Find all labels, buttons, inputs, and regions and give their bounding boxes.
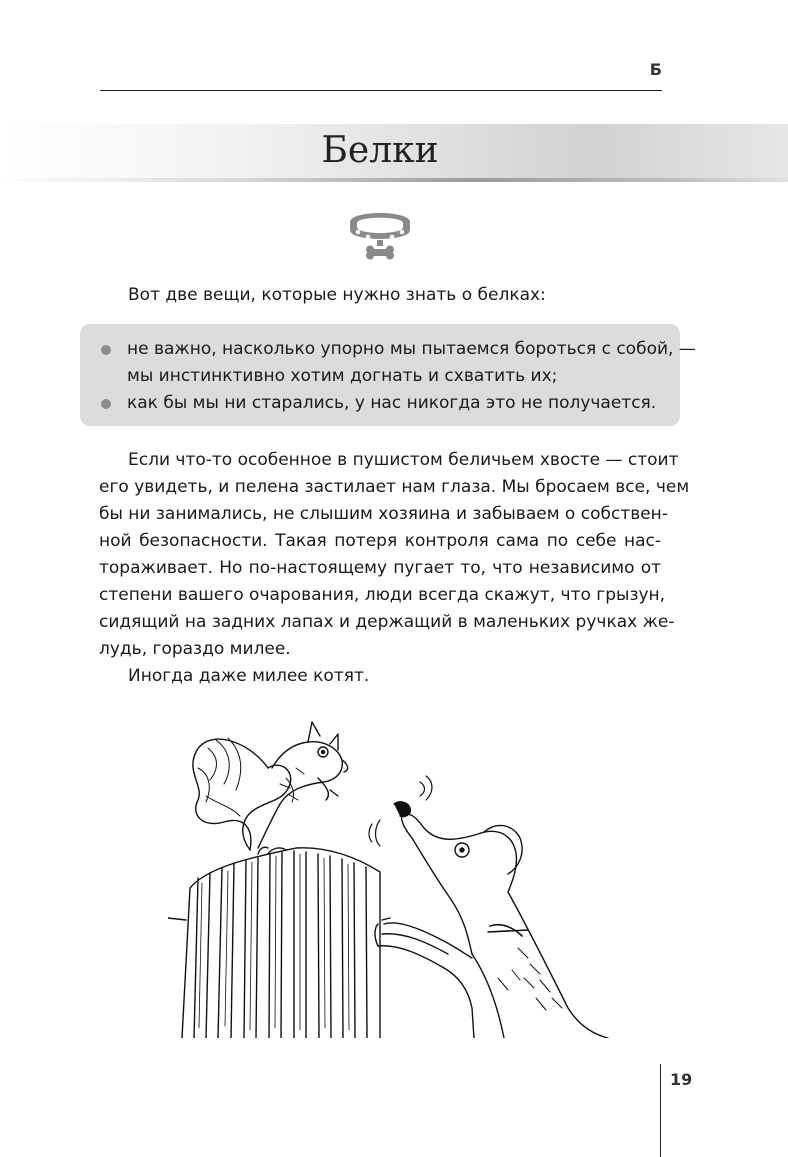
title-underline: [0, 178, 788, 182]
paragraph-line: бы ни занимались, не слышим хозяина и забываем о собствен-: [99, 504, 668, 524]
body-paragraph: [99, 447, 690, 663]
page-number: 19: [670, 1070, 693, 1089]
fence-post-icon: [168, 848, 380, 1038]
squirrel-icon: [193, 722, 348, 854]
paragraph-line: Если что-то особенное в пушистом беличьем хвосте — стоит: [128, 450, 679, 470]
running-header-letter: Б: [649, 60, 662, 79]
paragraph-line: ной безопасности. Такая потеря контроля сама по себе нас-: [99, 531, 661, 551]
chapter-title: Белки: [321, 130, 439, 171]
bullet-line: не важно, насколько упорно мы пытаемся бороться с собой, —: [127, 339, 696, 359]
bullet-line: как бы мы ни старались, у нас никогда это не получается.: [127, 393, 657, 413]
paragraph-line: тораживает. Но по-настоящему пугает то, что независимо от: [99, 558, 661, 578]
bullet-line: мы инстинктивно хотим догнать и схватить их;: [127, 366, 558, 386]
bullet-dot-icon: [101, 345, 111, 355]
squirrel-and-dog-illustration: [168, 708, 614, 1038]
paragraph-line: лудь, гораздо милее.: [99, 639, 291, 659]
footer-rule: [660, 1064, 661, 1157]
bullet-dot-icon: [101, 399, 111, 409]
paragraph-line: его увидеть, и пелена застилает нам глаза. Мы бросаем все, чем: [99, 477, 690, 497]
dog-icon: [375, 802, 608, 1038]
bullet-item-1: [127, 336, 696, 390]
closing-line: Иногда даже милее котят.: [128, 666, 370, 686]
paragraph-line: сидящий на задних лапах и держащий в маленьких ручках же-: [99, 612, 675, 632]
dog-collar-icon: [344, 204, 416, 264]
bullet-item-2: [127, 390, 667, 417]
intro-text: Вот две вещи, которые нужно знать о белках:: [128, 285, 546, 305]
header-rule: [100, 90, 662, 91]
paragraph-line: степени вашего очарования, люди всегда скажут, что грызун,: [99, 585, 666, 605]
